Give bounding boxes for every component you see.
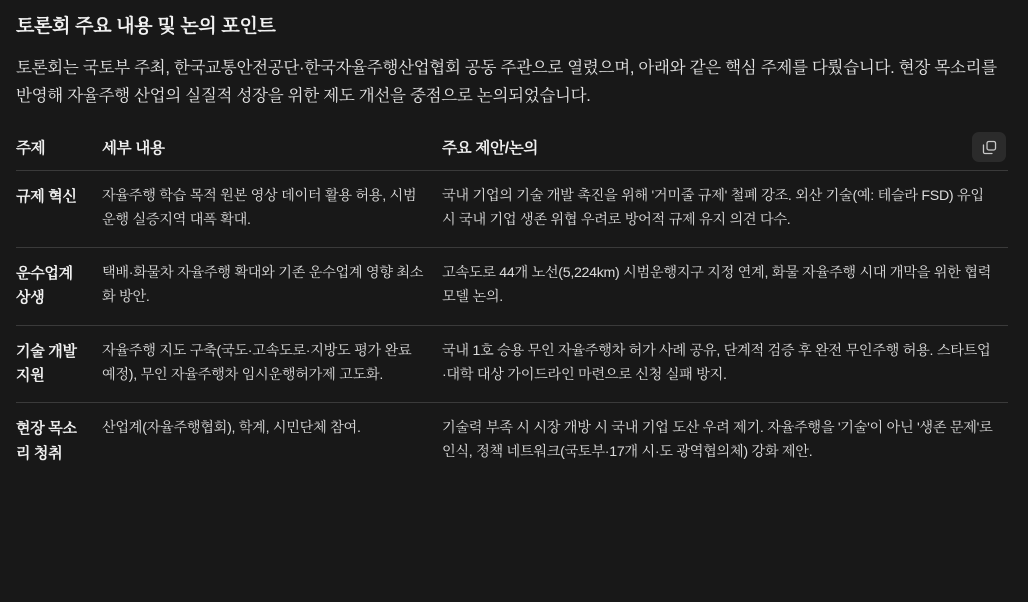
cell-proposal: 기술력 부족 시 시장 개방 시 국내 기업 도산 우려 제기. 자율주행을 '기술'이 아닌 '생존 문제'로 인식, 정책 네트워크(국토부·17개 시·도 광역협의체) 강화 제안.: [442, 403, 1008, 480]
discussion-table: [16, 130, 1008, 480]
table-row: [16, 325, 1008, 403]
cell-detail: 택배·화물차 자율주행 확대와 기존 운수업계 영향 최소화 방안.: [102, 248, 442, 326]
cell-topic: 현장 목소리 청취: [16, 403, 102, 480]
copy-icon: [981, 139, 998, 156]
table-row: [16, 403, 1008, 480]
cell-detail: 자율주행 지도 구축(국도·고속도로·지방도 평가 완료 예정), 무인 자율주행차 임시운행허가제 고도화.: [102, 325, 442, 403]
table-row: [16, 171, 1008, 248]
column-header-proposal: 주요 제안/논의: [442, 140, 539, 158]
copy-icon-button[interactable]: [972, 132, 1006, 162]
table-row: [16, 248, 1008, 326]
cell-proposal: 국내 기업의 기술 개발 촉진을 위해 '거미줄 규제' 철폐 강조. 외산 기술(예: 테슬라 FSD) 유입 시 국내 기업 생존 위협 우려로 방어적 규제 유지 의견 다수.: [442, 171, 1008, 248]
column-header-topic: 주제: [16, 140, 46, 158]
cell-proposal: 고속도로 44개 노선(5,224km) 시범운행지구 지정 연계, 화물 자율주행 시대 개막을 위한 협력 모델 논의.: [442, 248, 1008, 326]
intro-paragraph: 토론회는 국토부 주최, 한국교통안전공단·한국자율주행산업협회 공동 주관으로 열렸으며, 아래와 같은 핵심 주제를 다뤘습니다. 현장 목소리를 반영해 자율주행 산업의 실질적 성장을 위한 제도 개선을 중점으로 논의되었습니다.: [16, 58, 997, 106]
cell-topic: 기술 개발 지원: [16, 325, 102, 403]
table-body: [16, 171, 1008, 480]
cell-detail: 산업계(자율주행협회), 학계, 시민단체 참여.: [102, 403, 442, 480]
cell-topic: 규제 혁신: [16, 171, 102, 248]
page-title: 토론회 주요 내용 및 논의 포인트: [16, 16, 276, 37]
table-header-row: [16, 130, 1008, 171]
column-header-detail: 세부 내용: [102, 140, 165, 158]
cell-topic: 운수업계 상생: [16, 248, 102, 326]
cell-detail: 자율주행 학습 목적 원본 영상 데이터 활용 허용, 시범운행 실증지역 대폭 확대.: [102, 171, 442, 248]
cell-proposal: 국내 1호 승용 무인 자율주행차 허가 사례 공유, 단계적 검증 후 완전 무인주행 허용. 스타트업·대학 대상 가이드라인 마련으로 신청 실패 방지.: [442, 325, 1008, 403]
table-header: [16, 130, 1008, 171]
